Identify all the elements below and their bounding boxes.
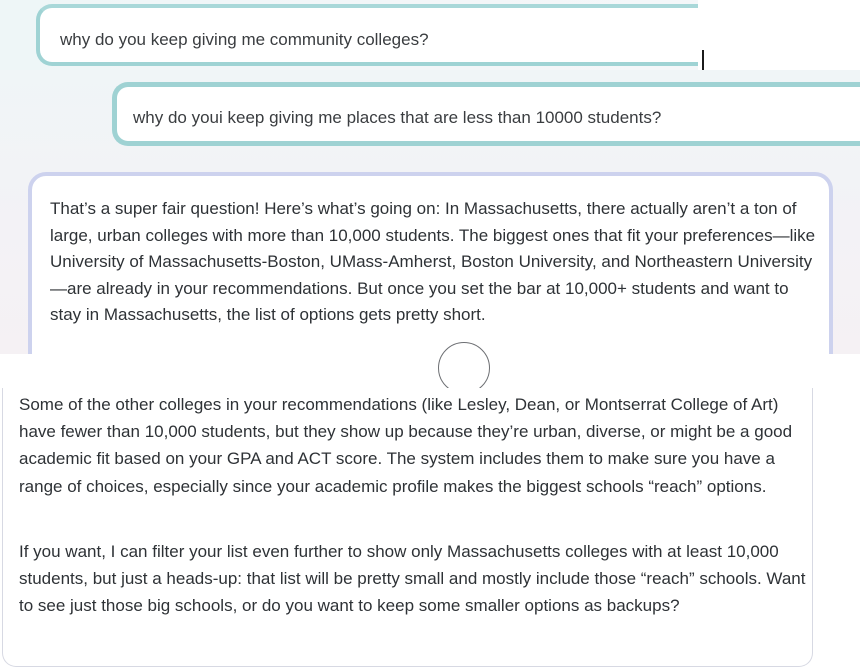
chat-segment-top xyxy=(0,0,698,70)
chat-segment-bottom xyxy=(0,388,815,667)
assistant-message-paragraph: That’s a super fair question! Here’s what’s going on: In Massachusetts, there actually aren’t a ton of large, urban colleges with more than 10,000 students. The biggest ones that fit your preferences—like University of Massachusetts-Boston, UMass-Amherst, Boston University, and Northeastern University—are already in your recommendations. But once you set the bar at 10,000+ students and want to stay in Massachusetts, the list of options gets pretty short. xyxy=(50,199,816,324)
assistant-message-paragraph: Some of the other colleges in your recommendations (like Lesley, Dean, or Montserrat College of Art) have fewer than 10,000 students, but they show up because they’re urban, diverse, or might be a good academic fit based on your GPA and ACT score. The system includes them to make sure you have a range of choices, especially since your academic profile makes the biggest schools “reach” options. xyxy=(19,395,793,496)
assistant-message-paragraph: If you want, I can filter your list even further to show only Massachusetts colleges with at least 10,000 students, but just a heads-up: that list will be pretty small and mostly include those “reach” schools. Want to see just those big schools, or do you want to keep some smaller options as backups? xyxy=(19,542,806,616)
text-cursor-caret xyxy=(702,50,704,71)
user-message-bubble xyxy=(36,4,698,66)
assistant-message-bubble xyxy=(28,172,833,354)
assistant-message-continuation xyxy=(2,388,813,667)
scroll-down-button[interactable] xyxy=(438,342,490,394)
user-message-text: why do youi keep giving me places that are less than 10000 students? xyxy=(133,108,662,127)
chat-segment-middle xyxy=(0,70,860,354)
user-message-text: why do you keep giving me community colleges? xyxy=(60,30,429,49)
user-message-bubble xyxy=(112,82,860,146)
